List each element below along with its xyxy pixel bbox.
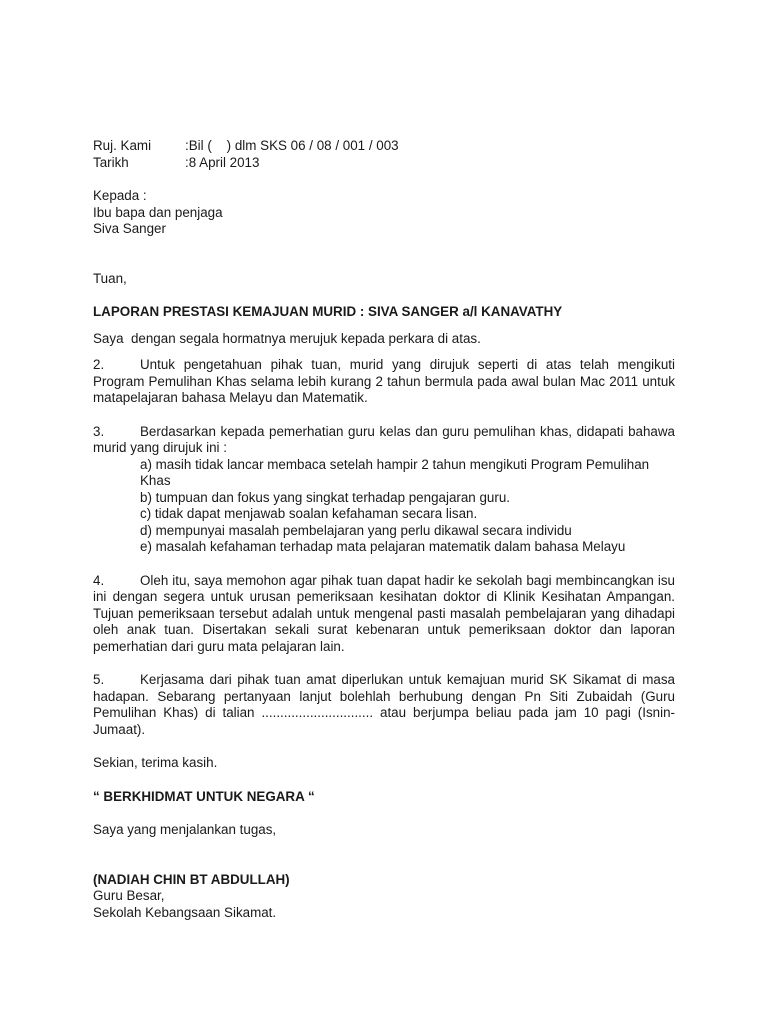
- list-item: d) mempunyai masalah pembelajaran yang perlu dikawal secara individu: [140, 522, 572, 538]
- paragraph-5-number: 5.: [93, 672, 105, 687]
- letter-body: [93, 138, 675, 921]
- paragraph-3-text: Berdasarkan kepada pemerhatian guru kelas dan guru pemulihan khas, didapati bahawa murid yang dirujuk ini :: [93, 423, 675, 455]
- paragraph-4-number: 4.: [93, 572, 105, 588]
- closing-line: Sekian, terima kasih.: [93, 755, 218, 770]
- signoff-line: Saya yang menjalankan tugas,: [93, 822, 277, 837]
- paragraph-2-text: Untuk pengetahuan pihak tuan, murid yang dirujuk seperti di atas telah mengikuti Program Pemulihan Khas selama lebih kurang 2 tahun bermula pada awal bulan Mac 2011 untuk matapelajaran bahasa Melayu dan Matematik.: [93, 357, 675, 405]
- recipient-kepada: Kepada :: [93, 188, 147, 203]
- recipient-line2: Siva Sanger: [93, 221, 166, 236]
- list-item: e) masalah kefahaman terhadap mata pelajaran matematik dalam bahasa Melayu: [140, 539, 626, 554]
- recipient-line1: Ibu bapa dan penjaga: [93, 204, 223, 220]
- paragraph-5: [93, 672, 675, 738]
- ruj-value: :Bil ( ) dlm SKS 06 / 08 / 001 / 003: [185, 138, 399, 153]
- signatory-title: Guru Besar,: [93, 888, 165, 903]
- tarikh-label: Tarikh: [93, 154, 129, 170]
- salutation: Tuan,: [93, 270, 127, 286]
- list-item: a) masih tidak lancar membaca setelah hampir 2 tahun mengikuti Program Pemulihan Khas: [140, 456, 650, 488]
- tarikh-value: :8 April 2013: [185, 154, 260, 170]
- list-item: c) tidak dapat menjawab soalan kefahaman secara lisan.: [140, 506, 478, 521]
- paragraph-5-text: Kerjasama dari pihak tuan amat diperlukan untuk kemajuan murid SK Sikamat di masa hadapan. Sebarang pertanyaan lanjut bolehlah berhubung dengan Pn Siti Zubaidah (Guru Pemulihan Khas) di talian .............................. atau berjumpa beliau pada jam 10 pagi (Isnin-Jumaat).: [93, 672, 675, 737]
- paragraph-4: [93, 573, 675, 656]
- observation-list: [93, 457, 675, 556]
- paragraph-3-number: 3.: [93, 423, 105, 439]
- signatory-name: (NADIAH CHIN BT ABDULLAH): [93, 871, 290, 887]
- paragraph-4-text: Oleh itu, saya memohon agar pihak tuan dapat hadir ke sekolah bagi membincangkan isu ini dengan segera untuk urusan pemeriksaan kesihatan doktor di Klinik Kesihatan Ampangan. Tujuan pemeriksaan tersebut adalah untuk mengenal pasti masalah pembelajaran yang dihadapi oleh anak tuan. Disertakan sekali surat kebenaran untuk pemeriksaan doktor dan laporan pemerhatian dari guru mata pelajaran lain.: [93, 572, 675, 654]
- motto: “ BERKHIDMAT UNTUK NEGARA “: [93, 788, 315, 804]
- date-row: [93, 155, 675, 172]
- paragraph-2-number: 2.: [93, 357, 105, 372]
- intro-paragraph: Saya dengan segala hormatnya merujuk kepada perkara di atas.: [93, 330, 481, 346]
- signatory-school: Sekolah Kebangsaan Sikamat.: [93, 904, 277, 920]
- paragraph-3: [93, 424, 675, 457]
- ruj-label: Ruj. Kami: [93, 138, 152, 153]
- ref-row: [93, 138, 675, 155]
- paragraph-2: [93, 357, 675, 407]
- list-item: b) tumpuan dan fokus yang singkat terhadap pengajaran guru.: [140, 489, 510, 505]
- subject-line: LAPORAN PRESTASI KEMAJUAN MURID : SIVA SANGER a/l KANAVATHY: [93, 304, 563, 319]
